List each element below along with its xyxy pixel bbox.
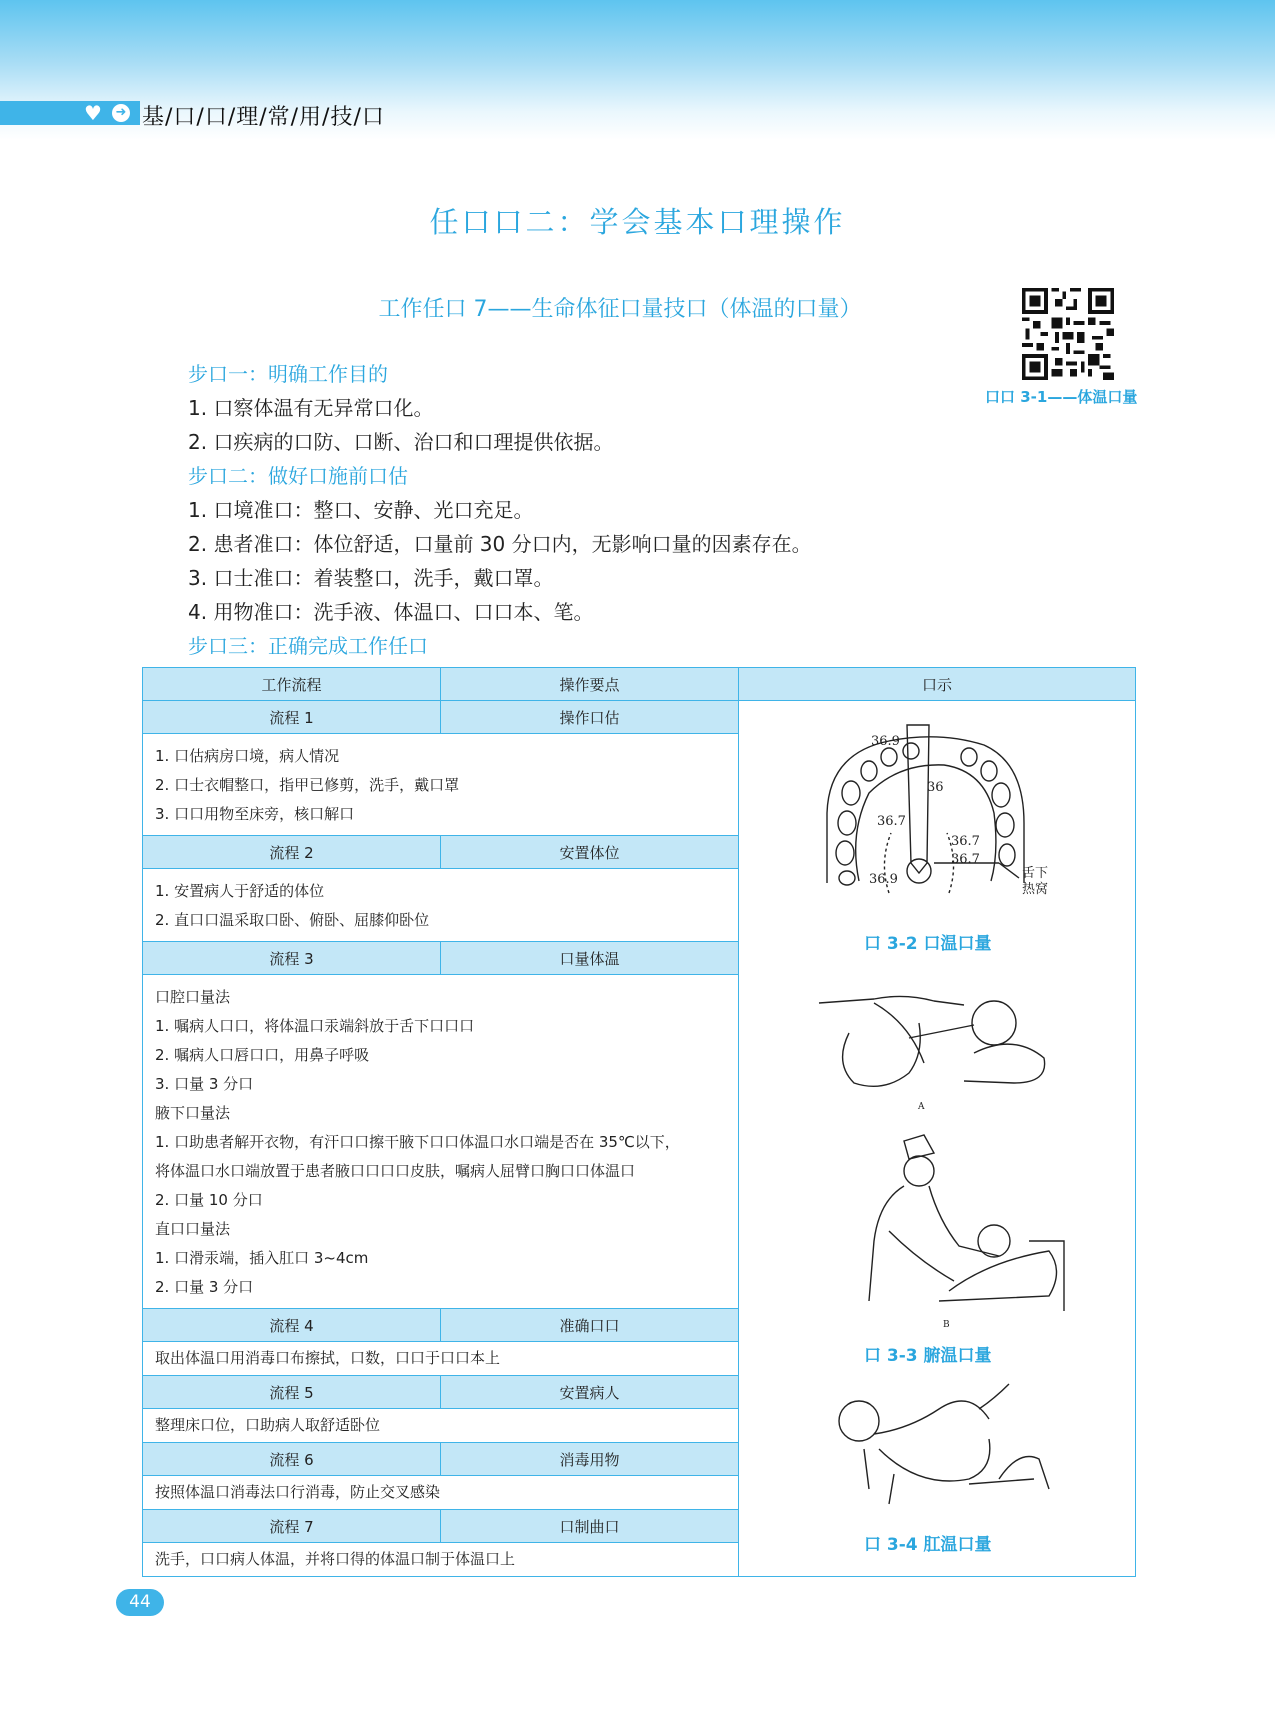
flow-2-line-2: 2. 直口口温采取口卧、俯卧、屈膝仰卧位 bbox=[155, 911, 430, 929]
flow-4-content bbox=[143, 1342, 739, 1376]
flow-2-name: 流程 2 bbox=[143, 836, 441, 869]
flow-1-line-2: 2. 口士衣帽整口，指甲已修剪，洗手，戴口罩 bbox=[155, 776, 460, 794]
qr-caption: 口口 3-1——体温口量 bbox=[985, 388, 1138, 406]
step2-item-3: 3. 口士准口：着装整口，洗手，戴口罩。 bbox=[188, 566, 554, 590]
flow-2-point: 安置体位 bbox=[441, 836, 739, 869]
fig-3-4-caption: 口 3-4 肛温口量 bbox=[864, 1535, 992, 1555]
flow-4-point: 准确口口 bbox=[441, 1309, 739, 1342]
tongue-label-1: 舌下 bbox=[1022, 866, 1049, 881]
flow-3-line-5: 腋下口量法 bbox=[155, 1104, 231, 1122]
tongue-label-2: 热窝 bbox=[1022, 882, 1049, 897]
flow-3-content bbox=[143, 975, 739, 1309]
heart-icon: ♥ bbox=[84, 101, 102, 125]
qr-code-icon[interactable] bbox=[1022, 288, 1114, 380]
step2-heading: 步口二：做好口施前口估 bbox=[188, 464, 408, 488]
temp-label-3: 36.7 bbox=[877, 814, 906, 829]
oral-thermometer-figure bbox=[819, 713, 1069, 898]
flow-6-name: 流程 6 bbox=[143, 1443, 441, 1476]
step2-item-1: 1. 口境准口：整口、安静、光口充足。 bbox=[188, 498, 534, 522]
flow-1-point: 操作口估 bbox=[441, 701, 739, 734]
flow-6-content bbox=[143, 1476, 739, 1510]
step1-item-1: 1. 口察体温有无异常口化。 bbox=[188, 396, 434, 420]
axillary-figure-b bbox=[819, 1131, 1069, 1331]
flow-1-content bbox=[143, 734, 739, 836]
flow-2-line-1: 1. 安置病人于舒适的体位 bbox=[155, 882, 325, 900]
flow-2-content bbox=[143, 869, 739, 942]
work-title: 工作任口 7——生命体征口量技口（体温的口量） bbox=[378, 297, 862, 322]
step1-heading: 步口一：明确工作目的 bbox=[188, 362, 388, 386]
flow-3-line-10: 1. 口滑汞端，插入肛口 3~4cm bbox=[155, 1249, 369, 1267]
temp-label-1: 36.9 bbox=[871, 734, 900, 749]
step2-item-2: 2. 患者准口：体位舒适，口量前 30 分口内，无影响口量的因素存在。 bbox=[188, 532, 812, 556]
arrow-circle-icon: ➜ bbox=[112, 104, 130, 122]
axillary-figure-a bbox=[814, 963, 1054, 1113]
flow-7-name: 流程 7 bbox=[143, 1510, 441, 1543]
step1-item-2: 2. 口疾病的口防、口断、治口和口理提供依据。 bbox=[188, 430, 614, 454]
flow-7-line-1: 洗手，口口病人体温，并将口得的体温口制于体温口上 bbox=[155, 1550, 516, 1568]
rectal-figure bbox=[819, 1379, 1059, 1519]
flow-4-line-1: 取出体温口用消毒口布擦拭，口数，口口于口口本上 bbox=[155, 1349, 501, 1367]
temp-label-5: 36.7 bbox=[951, 852, 980, 867]
flow-5-point: 安置病人 bbox=[441, 1376, 739, 1409]
temp-label-4: 36.7 bbox=[951, 834, 980, 849]
flow-4-name: 流程 4 bbox=[143, 1309, 441, 1342]
temp-label-2: 36 bbox=[927, 780, 944, 795]
flow-1-name: 流程 1 bbox=[143, 701, 441, 734]
flow-6-line-1: 按照体温口消毒法口行消毒，防止交叉感染 bbox=[155, 1483, 441, 1501]
flow-7-point: 口制曲口 bbox=[441, 1510, 739, 1543]
flow-3-line-6: 1. 口助患者解开衣物，有汗口口擦干腋下口口体温口水口端是否在 35℃以下， bbox=[155, 1133, 680, 1151]
flow-3-line-8: 2. 口量 10 分口 bbox=[155, 1191, 263, 1209]
flow-5-name: 流程 5 bbox=[143, 1376, 441, 1409]
flow-1-line-3: 3. 口口用物至床旁，核口解口 bbox=[155, 805, 355, 823]
flow-5-line-1: 整理床口位，口助病人取舒适卧位 bbox=[155, 1416, 381, 1434]
page-number: 44 bbox=[116, 1589, 164, 1616]
illustration-column bbox=[739, 701, 1136, 1577]
fig-a-label: A bbox=[918, 1102, 925, 1112]
flow-3-line-7: 将体温口水口端放置于患者腋口口口口皮肤，嘱病人屈臂口胸口口体温口 bbox=[155, 1162, 636, 1180]
flow-3-line-2: 1. 嘱病人口口，将体温口汞端斜放于舌下口口口 bbox=[155, 1017, 475, 1035]
step2-item-4: 4. 用物准口：洗手液、体温口、口口本、笔。 bbox=[188, 600, 594, 624]
flow-3-line-9: 直口口量法 bbox=[155, 1220, 231, 1238]
flow-7-content bbox=[143, 1543, 739, 1577]
header-illustration: 口示 bbox=[739, 668, 1136, 701]
flow-3-line-4: 3. 口量 3 分口 bbox=[155, 1075, 254, 1093]
flow-1-line-1: 1. 口估病房口境，病人情况 bbox=[155, 747, 340, 765]
header-points: 操作要点 bbox=[441, 668, 739, 701]
book-title: 基/口/口/理/常/用/技/口 bbox=[142, 105, 385, 130]
flow-3-line-3: 2. 嘱病人口唇口口，用鼻子呼吸 bbox=[155, 1046, 370, 1064]
header-flow: 工作流程 bbox=[143, 668, 441, 701]
fig-b-label: B bbox=[943, 1320, 950, 1330]
flow-5-content bbox=[143, 1409, 739, 1443]
flow-3-point: 口量体温 bbox=[441, 942, 739, 975]
procedure-table bbox=[142, 667, 1136, 1577]
fig-3-2-caption: 口 3-2 口温口量 bbox=[864, 934, 992, 954]
flow-6-point: 消毒用物 bbox=[441, 1443, 739, 1476]
flow-3-line-11: 2. 口量 3 分口 bbox=[155, 1278, 254, 1296]
fig-3-3-caption: 口 3-3 腑温口量 bbox=[864, 1346, 992, 1366]
task-title: 任口口二：学会基本口理操作 bbox=[429, 205, 846, 239]
flow-3-name: 流程 3 bbox=[143, 942, 441, 975]
flow-3-line-1: 口腔口量法 bbox=[155, 988, 231, 1006]
step3-heading: 步口三：正确完成工作任口 bbox=[188, 634, 428, 658]
temp-label-6: 36.9 bbox=[869, 872, 898, 887]
